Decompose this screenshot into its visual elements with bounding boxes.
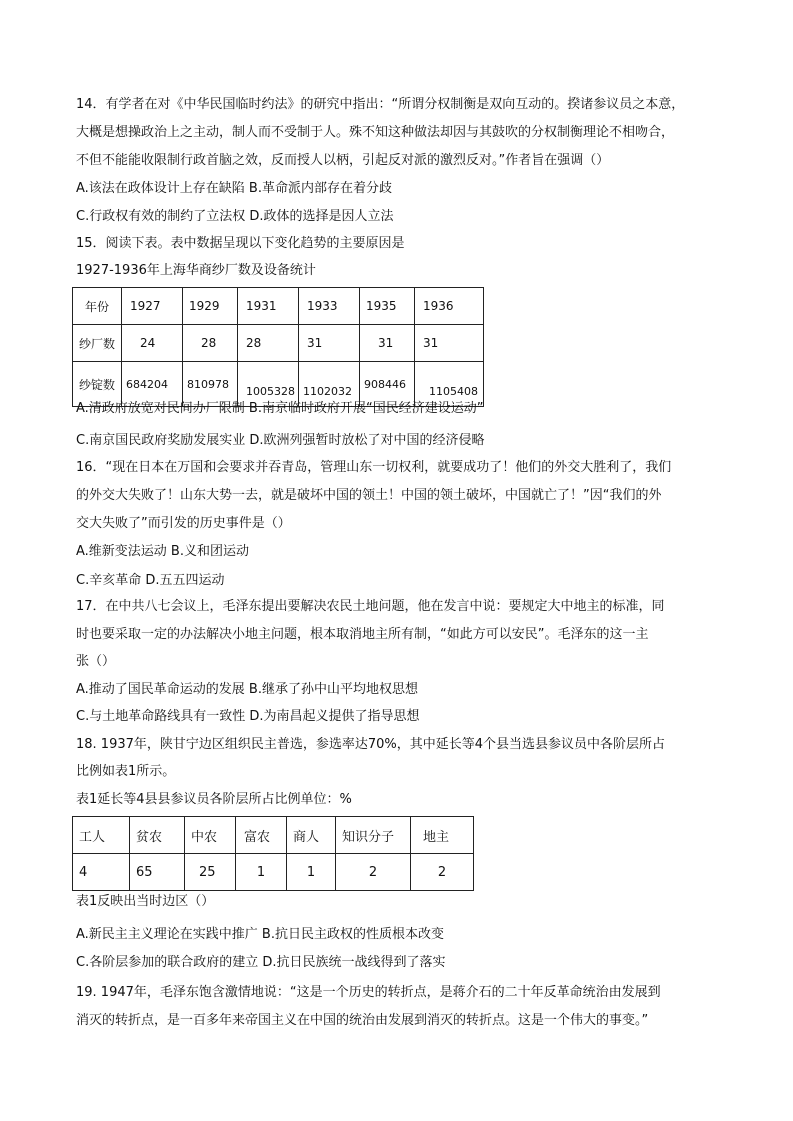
- q17-options-ab: A.推动了国民革命运动的发展 B.继承了孙中山平均地权思想: [76, 682, 418, 697]
- q15-options-cd: C.南京国民政府奖励发展实业 D.欧洲列强暂时放松了对中国的经济侵略: [76, 433, 485, 448]
- table-row: [73, 854, 474, 891]
- table-cell: 商人: [287, 817, 336, 854]
- q18-question: 表1反映出当时边区（）: [76, 894, 215, 909]
- q17-options-cd: C.与土地革命路线具有一致性 D.为南昌起义提供了指导思想: [76, 709, 420, 724]
- table-cell: 28: [183, 325, 238, 362]
- q17-stem-line-2: 时也要采取一定的办法解决小地主问题，根本取消地主所有制，“如此方可以安民”。毛泽东的这一主: [76, 627, 649, 642]
- table-cell: 工人: [73, 817, 130, 854]
- table-cell: 1: [287, 854, 336, 891]
- table-cell: 1102032: [299, 362, 360, 407]
- q14-options-cd: C.行政权有效的制约了立法权 D.政体的选择是因人立法: [76, 209, 394, 224]
- q15-options-ab: A.清政府放宽对民间办厂限制 B.南京临时政府开展“国民经济建设运动”: [76, 401, 484, 416]
- table-cell: 31: [299, 325, 360, 362]
- table1-caption: 1927-1936年上海华商纱厂数及设备统计: [76, 263, 316, 278]
- q14-stem-line-2: 大概是想操政治上之主动，制人而不受制于人。殊不知这种做法却因与其鼓吹的分权制衡理论不相吻合，: [76, 125, 675, 140]
- table-row: [73, 325, 484, 362]
- q17-stem-line-3: 张（）: [76, 654, 116, 669]
- table-cell: 1929: [183, 288, 238, 325]
- table-cell: 1933: [299, 288, 360, 325]
- q16-options-ab: A.维新变法运动 B.义和团运动: [76, 544, 249, 559]
- table-row: [73, 288, 484, 325]
- table-cell: 65: [130, 854, 185, 891]
- table-cell: 中农: [185, 817, 236, 854]
- table-cell: 纱锭数: [73, 362, 122, 407]
- table-cell: 1105408: [415, 362, 484, 407]
- cotton-mill-table: [72, 287, 484, 407]
- table-cell: 1935: [360, 288, 415, 325]
- table-cell: 31: [360, 325, 415, 362]
- table2-caption: 表1延长等4县县参议员各阶层所占比例单位：%: [76, 792, 352, 807]
- county-council-table: [72, 816, 474, 891]
- q16-stem-line-1: 16．“现在日本在万国和会要求并吞青岛，管理山东一切权利，就要成功了！他们的外交大胜利了，我们: [76, 460, 672, 475]
- table-cell: 2: [411, 854, 474, 891]
- table-cell: 纱厂数: [73, 325, 122, 362]
- table-cell: 1927: [122, 288, 183, 325]
- q17-stem-line-1: 17．在中共八七会议上，毛泽东提出要解决农民土地问题，他在发言中说：要规定大中地主的标准，同: [76, 599, 665, 614]
- table-cell: 1: [236, 854, 287, 891]
- table-cell: 28: [238, 325, 299, 362]
- q18-stem-line-2: 比例如表1所示。: [76, 764, 176, 779]
- q14-stem-line-3: 不但不能能收限制行政首脑之效，反而授人以柄，引起反对派的激烈反对。”作者旨在强调（）: [76, 153, 610, 168]
- q14-stem-line-1: 14．有学者在对《中华民国临时约法》的研究中指出：“所谓分权制衡是双向互动的。揆诸参议员之本意，: [76, 97, 685, 112]
- q16-stem-line-3: 交大失败了”而引发的历史事件是（）: [76, 516, 291, 531]
- table-cell: 年份: [73, 288, 122, 325]
- table-cell: 1931: [238, 288, 299, 325]
- q18-options-ab: A.新民主主义理论在实践中推广 B.抗日民主政权的性质根本改变: [76, 927, 444, 942]
- table-cell: 2: [336, 854, 411, 891]
- table-cell: 贫农: [130, 817, 185, 854]
- table-cell: 25: [185, 854, 236, 891]
- q16-options-cd: C.辛亥革命 D.五五四运动: [76, 573, 225, 588]
- table-cell: 908446: [360, 362, 415, 407]
- q14-options-ab: A.该法在政体设计上存在缺陷 B.革命派内部存在着分歧: [76, 181, 392, 196]
- table-cell: 24: [122, 325, 183, 362]
- q15-stem: 15．阅读下表。表中数据呈现以下变化趋势的主要原因是: [76, 236, 405, 251]
- table-cell: 684204: [122, 362, 183, 407]
- q16-stem-line-2: 的外交大失败了！山东大势一去，就是破坏中国的领土！中国的领土破坏，中国就亡了！”因“我们的外: [76, 488, 662, 503]
- table-cell: 知识分子: [336, 817, 411, 854]
- q19-stem-line-1: 19. 1947年，毛泽东饱含激情地说：“这是一个历史的转折点，是蒋介石的二十年反革命统治由发展到: [76, 985, 661, 1000]
- table-cell: 1936: [415, 288, 484, 325]
- q19-stem-line-2: 消灭的转折点，是一百多年来帝国主义在中国的统治由发展到消灭的转折点。这是一个伟大的事变。”: [76, 1013, 649, 1028]
- table-cell: 4: [73, 854, 130, 891]
- q18-stem-line-1: 18. 1937年，陕甘宁边区组织民主普选，参选率达70%，其中延长等4个县当选县参议员中各阶层所占: [76, 737, 666, 752]
- table-row: [73, 817, 474, 854]
- table-cell: 1005328: [238, 362, 299, 407]
- table-cell: 810978: [183, 362, 238, 407]
- q18-options-cd: C.各阶层参加的联合政府的建立 D.抗日民族统一战线得到了落实: [76, 955, 446, 970]
- table-cell: 地主: [411, 817, 474, 854]
- table-cell: 31: [415, 325, 484, 362]
- table-cell: 富农: [236, 817, 287, 854]
